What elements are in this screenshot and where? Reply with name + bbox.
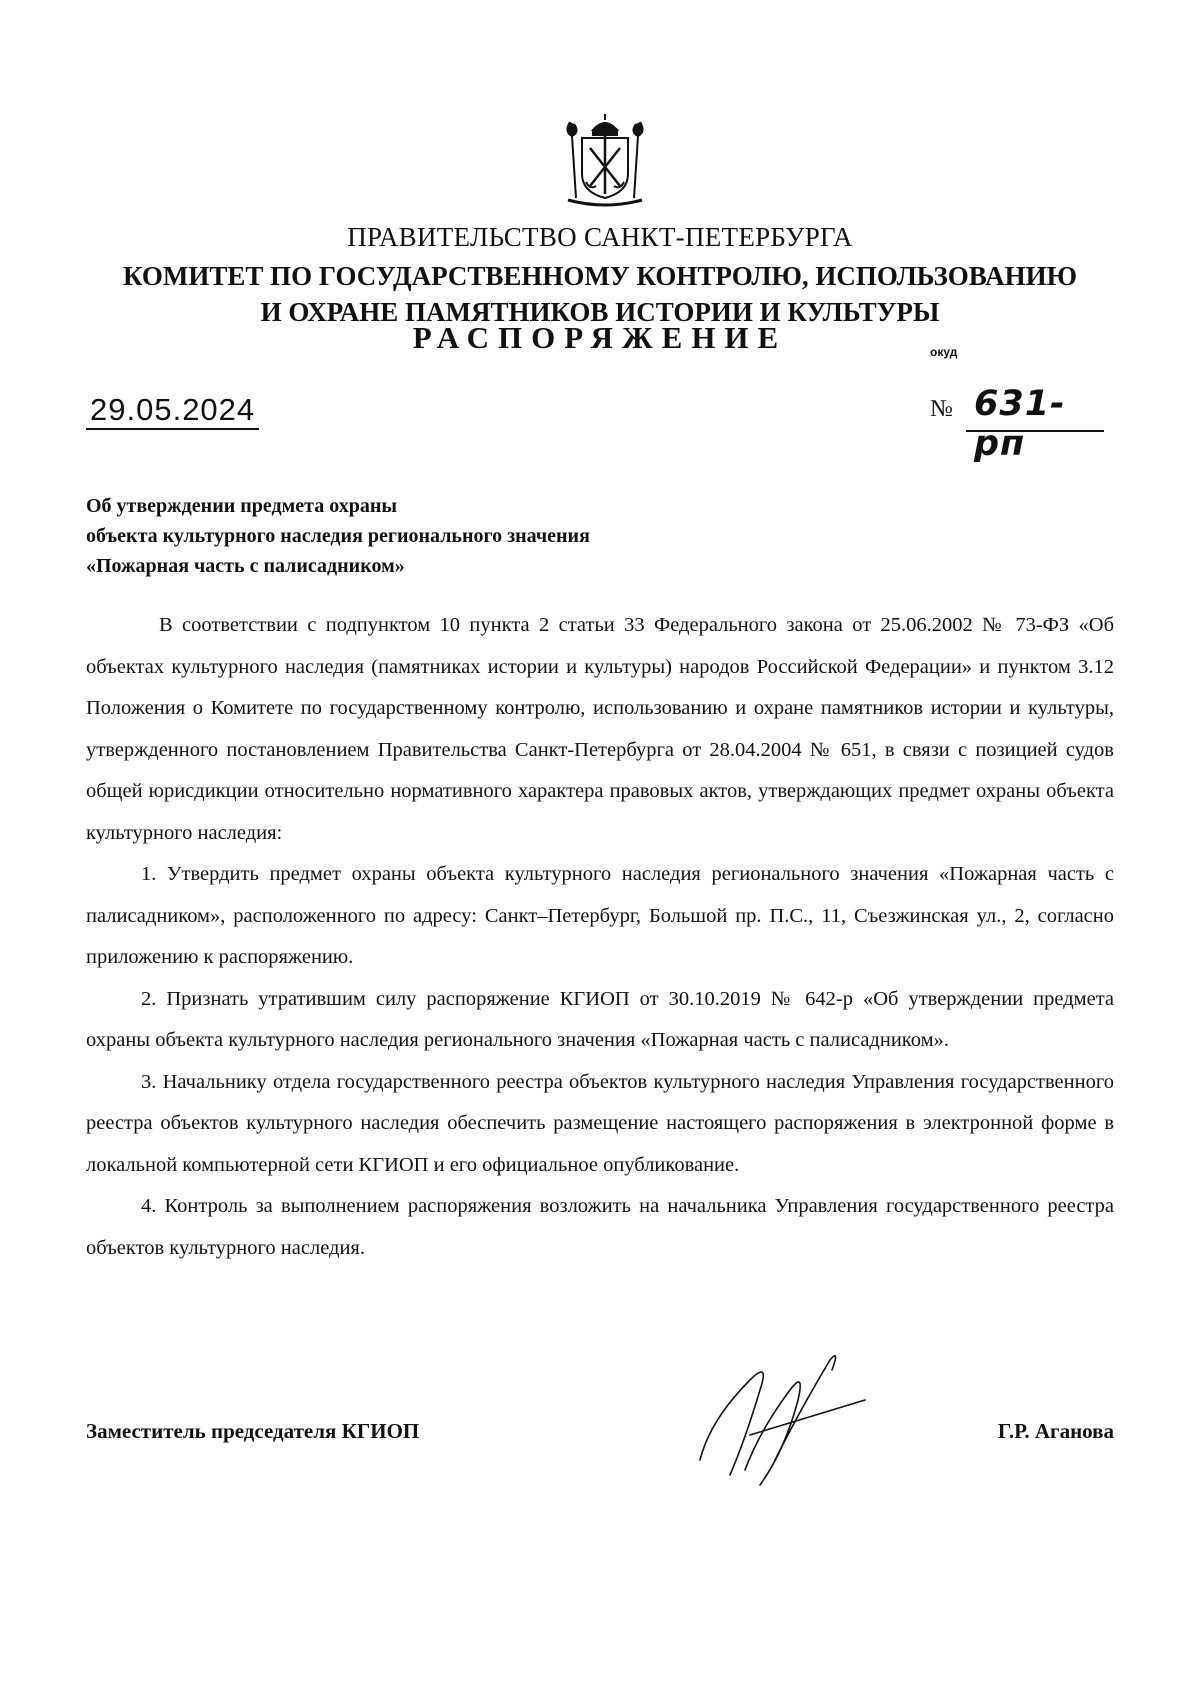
number-sign: № [930, 396, 953, 422]
okud-label: окуд [930, 345, 958, 359]
coat-of-arms-emblem [560, 112, 650, 212]
document-date: 29.05.2024 [86, 392, 259, 430]
subject-line1: Об утверждении предмета охраны [86, 495, 397, 517]
document-type: РАСПОРЯЖЕНИЕ [412, 320, 788, 355]
item-2-paragraph: 2. Признать утратившим силу распоряжение КГИОП от 30.10.2019 № 642-р «Об утверждении предмета охраны объекта культурного наследия регионального значения «Пожарная часть с палисадником». [86, 987, 1114, 1051]
item-4-paragraph: 4. Контроль за выполнением распоряжения возложить на начальника Управления государственного реестра объектов культурного наследия. [86, 1195, 1114, 1259]
government-name: ПРАВИТЕЛЬСТВО САНКТ-ПЕТЕРБУРГА [347, 222, 853, 252]
document-body [86, 605, 1114, 1269]
item-3-paragraph: 3. Начальнику отдела государственного реестра объектов культурного наследия Управления государственного реестра объектов культурного наследия обеспечить размещение настоящего распоряжения в электронной форме в локальной компьютерной сети КГИОП и его официальное опубликование. [86, 1070, 1114, 1176]
committee-name-line1: КОМИТЕТ ПО ГОСУДАРСТВЕННОМУ КОНТРОЛЮ, ИСПОЛЬЗОВАНИЮ [123, 261, 1077, 291]
preamble-paragraph: В соответствии с подпунктом 10 пункта 2 статьи 33 Федерального закона от 25.06.2002 № 73-ФЗ «Об объектах культурного наследия (памятниках истории и культуры) народов Российской Федерации» и пунктом 3.12 Положения о Комитете по государственному контролю, использованию и охране памятников истории и культуры, утвержденного постановлением Правительства Санкт-Петербурга от 28.04.2004 № 651, в связи с позицией судов общей юрисдикции относительно нормативного характера правовых актов, утверждающих предмет охраны объекта культурного наследия: [86, 614, 1114, 844]
document-number-field [930, 384, 1105, 464]
committee-name-line2: И ОХРАНЕ ПАМЯТНИКОВ ИСТОРИИ И КУЛЬТУРЫ [260, 297, 940, 327]
subject-line3: «Пожарная часть с палисадником» [86, 555, 405, 577]
document-subject [86, 491, 786, 581]
handwritten-signature [690, 1340, 870, 1490]
item-1-paragraph: 1. Утвердить предмет охраны объекта культурного наследия регионального значения «Пожарная часть с палисадником», расположенного по адресу: Санкт–Петербург, Большой пр. П.С., 11, Съезжинская ул., 2, согласно приложению к распоряжению. [86, 863, 1114, 968]
signatory-name: Г.Р. Аганова [997, 1419, 1114, 1443]
document-number: 631-рп [974, 384, 1066, 464]
signatory-title: Заместитель председателя КГИОП [86, 1419, 420, 1443]
subject-line2: объекта культурного наследия регионального значения [86, 525, 590, 547]
